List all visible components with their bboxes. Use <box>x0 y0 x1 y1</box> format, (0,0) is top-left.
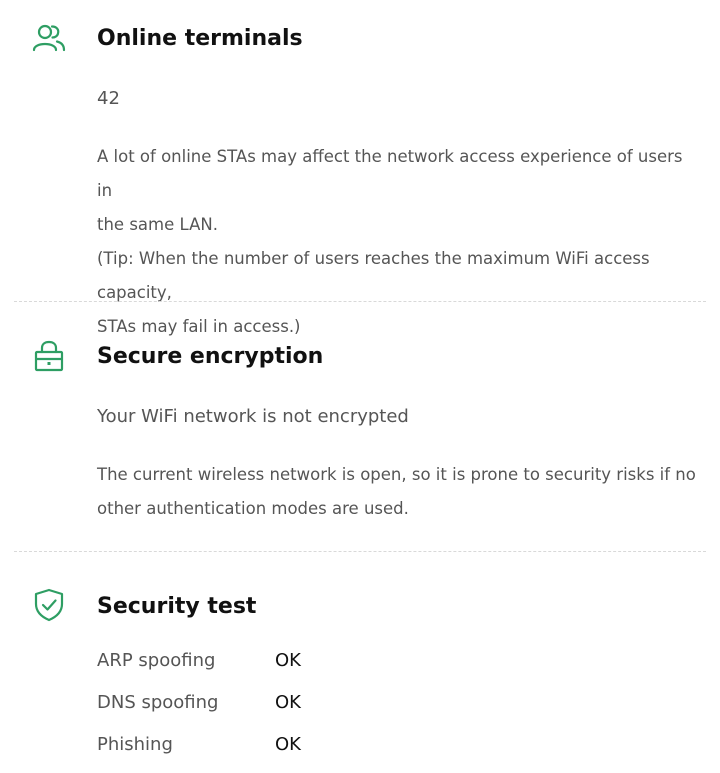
encryption-status: Your WiFi network is not encrypted <box>97 406 409 427</box>
online-terminals-count: 42 <box>97 88 120 109</box>
description-line: The current wireless network is open, so it is prone to security risks if no <box>97 465 696 484</box>
security-test-section <box>0 552 720 773</box>
tip-line: (Tip: When the number of users reaches the maximum WiFi access capacity, <box>97 249 650 302</box>
description-line: A lot of online STAs may affect the network access experience of users in <box>97 147 683 200</box>
security-test-title: Security test <box>97 594 257 619</box>
secure-encryption-description <box>97 458 697 526</box>
lock-icon <box>30 338 68 376</box>
online-terminals-title: Online terminals <box>97 26 303 51</box>
security-test-row <box>97 692 497 722</box>
shield-check-icon <box>30 586 68 624</box>
test-label: Phishing <box>97 734 173 755</box>
description-line: other authentication modes are used. <box>97 499 409 518</box>
test-result: OK <box>275 734 301 755</box>
users-icon <box>30 20 68 58</box>
description-line: the same LAN. <box>97 215 218 234</box>
secure-encryption-section <box>0 302 720 552</box>
security-test-row <box>97 734 497 764</box>
tip-line: STAs may fail in access.) <box>97 317 301 336</box>
secure-encryption-title: Secure encryption <box>97 344 324 369</box>
online-terminals-section <box>0 0 720 336</box>
test-label: DNS spoofing <box>97 692 219 713</box>
test-result: OK <box>275 692 301 713</box>
test-label: ARP spoofing <box>97 650 216 671</box>
security-test-row <box>97 650 497 680</box>
test-result: OK <box>275 650 301 671</box>
